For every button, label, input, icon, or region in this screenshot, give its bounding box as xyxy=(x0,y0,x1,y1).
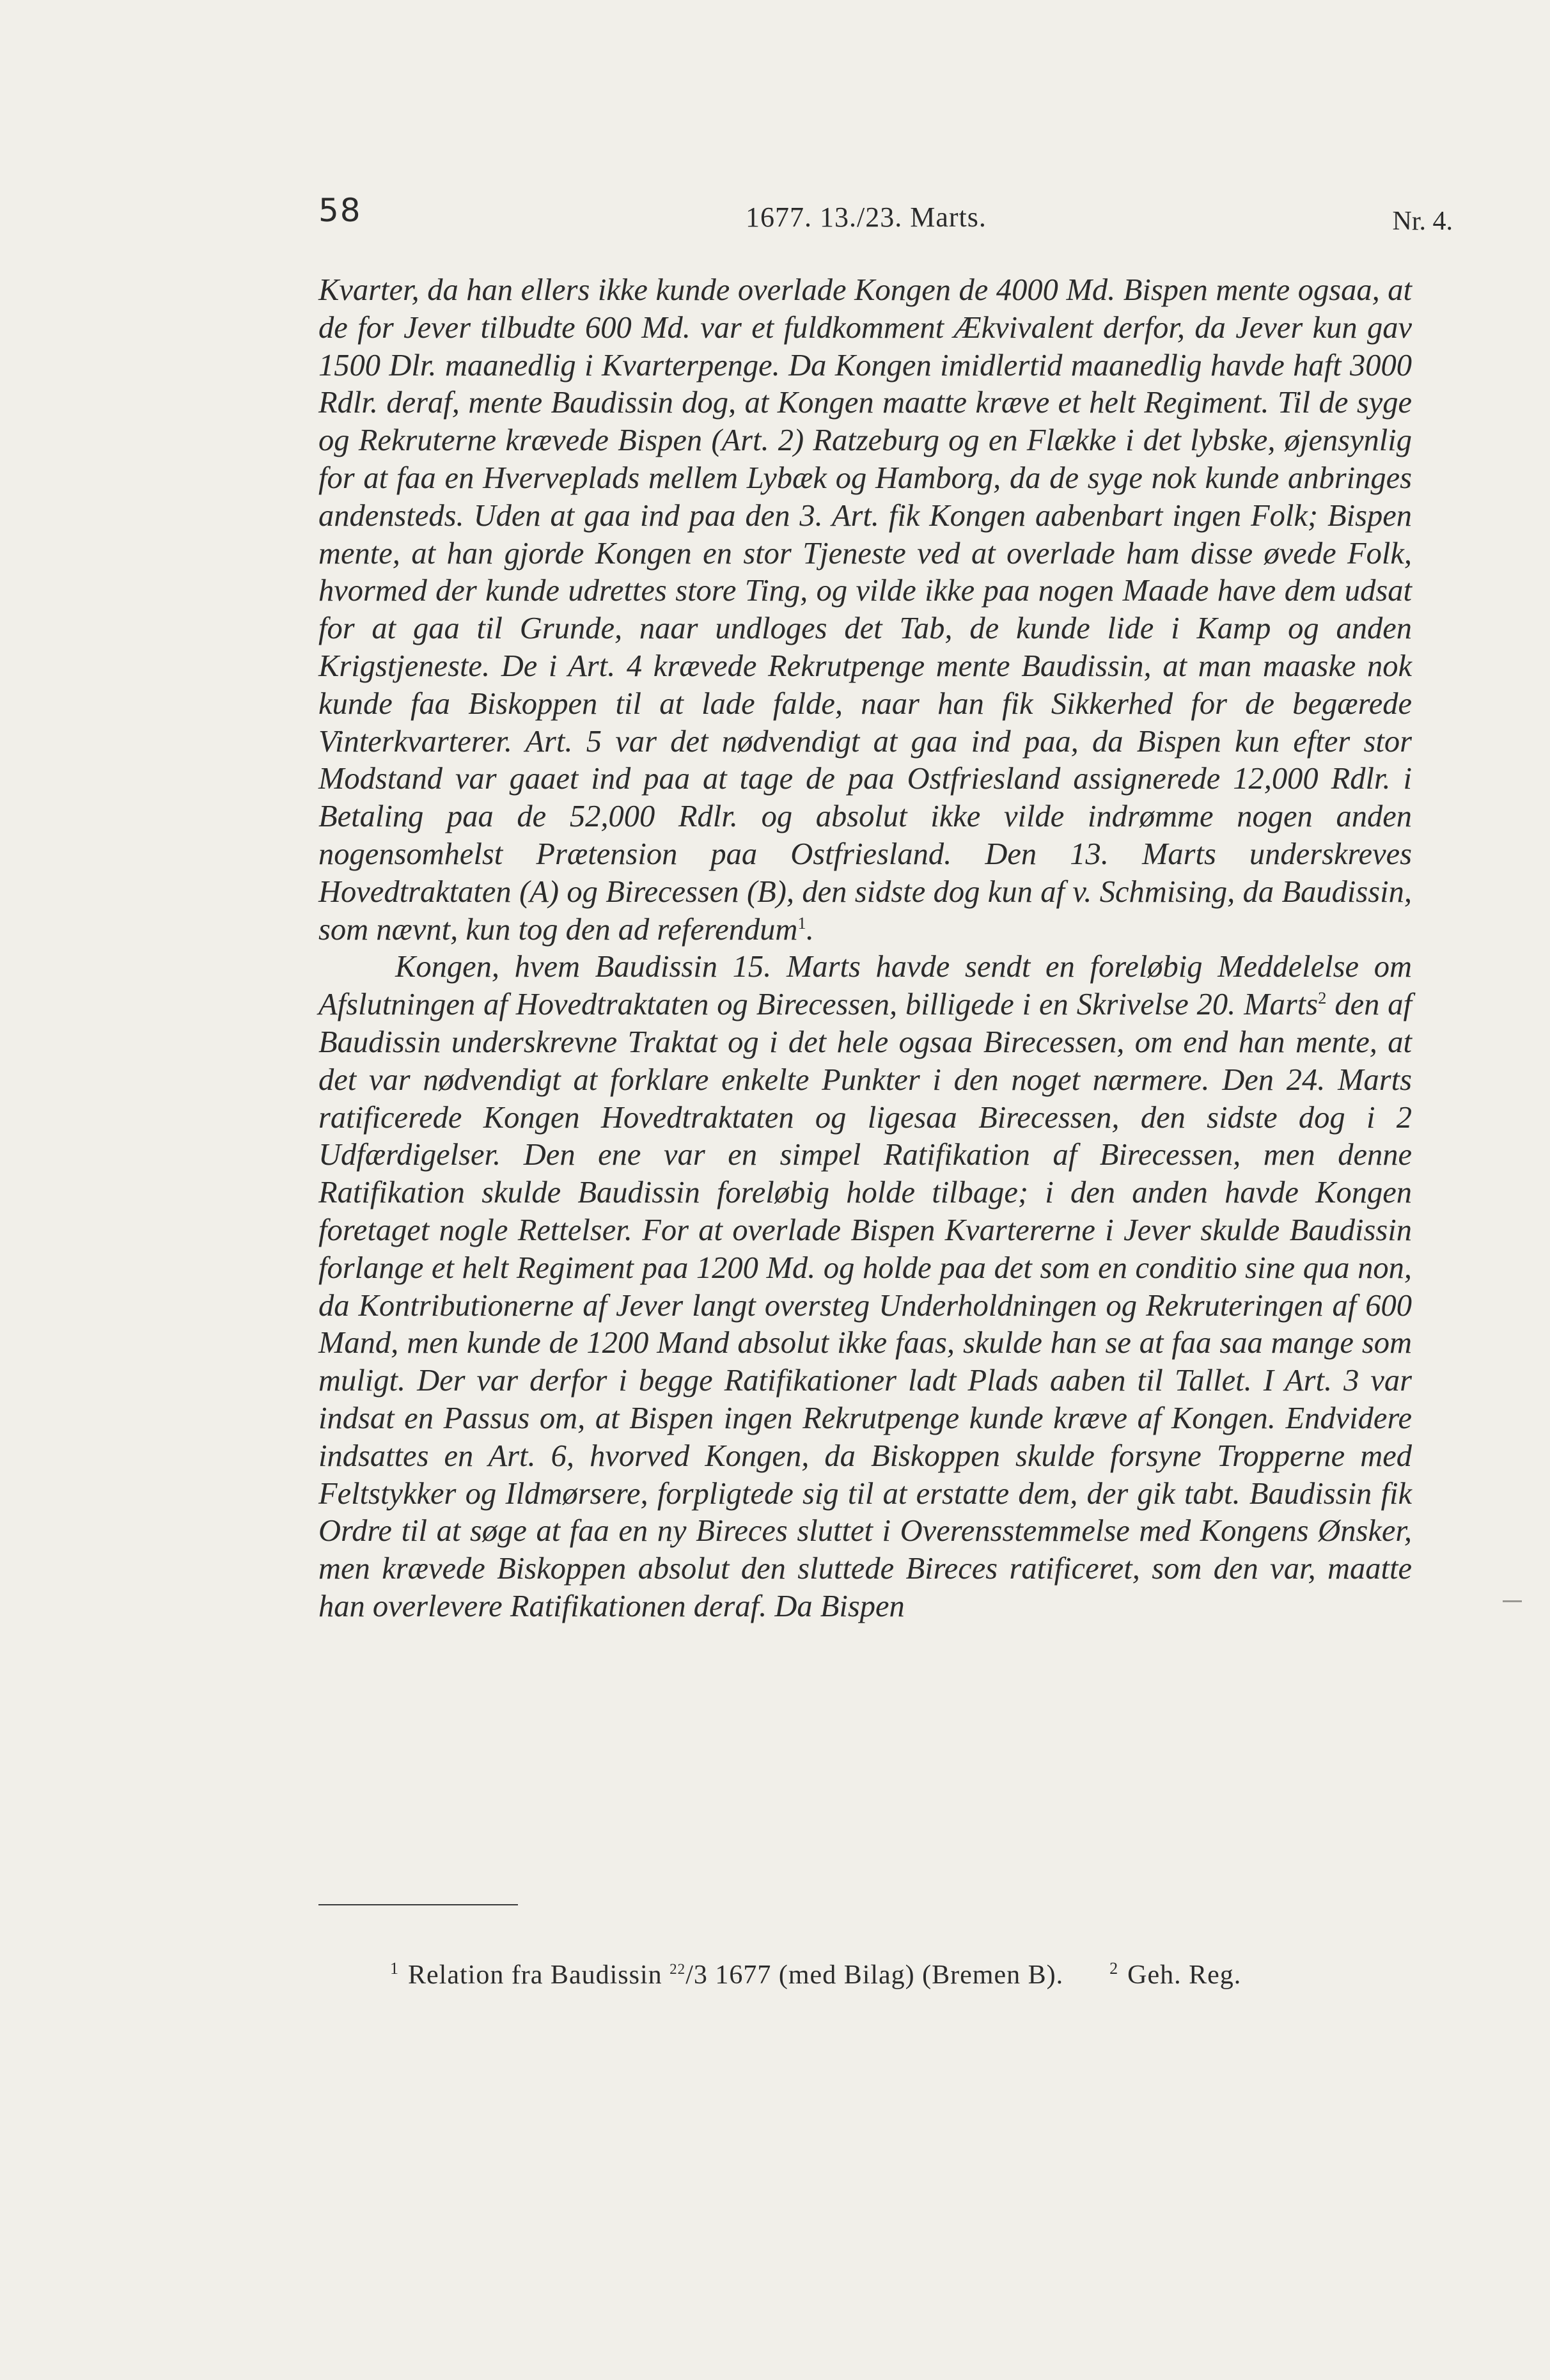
footnote-1-marker: 1 xyxy=(390,1959,400,1978)
body-text xyxy=(318,272,1412,1626)
footnote-1-text-b: 1677 (med Bilag) (Bremen B). xyxy=(707,1960,1064,1990)
paragraph-2-text-b: den af Baudissin underskrevne Traktat og i det hele ogsaa Birecessen, om end han mente, at det var nødvendigt at forklare enkelte Punkter i den noget nærmere. Den 24. Marts ratificerede Kongen Hovedtraktaten og ligesaa Birecessen, den sidste dog i 2 Udfærdigelser. Den ene var en simpel Ratifikation af Birecessen, men denne Ratifikation skulde Baudissin foreløbig holde tilbage; i den anden havde Kongen foretaget nogle Rettelser. For at overlade Bispen Kvartererne i Jever skulde Baudissin forlange et helt Regiment paa 1200 Md. og holde paa det som en conditio sine qua non, da Kontributionerne af Jever langt oversteg Underholdningen og Rekruteringen af 600 Mand, men kunde de 1200 Mand absolut ikke faas, skulde han se at faa saa mange som muligt. Der var derfor i begge Ratifikationer ladt Plads aaben til Tallet. I Art. 3 var indsat en Passus om, at Bispen ingen Rekrutpenge kunde kræve af Kongen. Endvidere indsattes en Art. 6, hvorved Kongen, da Biskoppen skulde forsyne Tropperne med Feltstykker og Ildmørsere, forpligtede sig til at erstatte dem, der gik tabt. Baudissin fik Ordre til at søge at faa en ny Bireces sluttet i Overensstemmelse med Kongens Ønsker, men krævede Biskoppen absolut den sluttede Bireces ratificeret, som den var, maatte han overlevere Ratifikationen deraf. Da Bispen xyxy=(318,988,1412,1623)
footnote-2-marker: 2 xyxy=(1109,1959,1119,1978)
page-header xyxy=(318,192,1457,243)
paragraph-1 xyxy=(318,272,1412,949)
paragraph-2 xyxy=(318,949,1412,1625)
footnotes xyxy=(390,1958,1413,1992)
footnote-ref-2: 2 xyxy=(1318,988,1327,1007)
issue-number: Nr. 4. xyxy=(1392,207,1453,236)
footnote-2-text: Geh. Reg. xyxy=(1127,1960,1242,1990)
paragraph-1-text: Kvarter, da han ellers ikke kunde overlade Kongen de 4000 Md. Bispen mente ogsaa, at de for Jever tilbudte 600 Md. var et fuldkomment Ækvivalent derfor, da Jever kun gav 1500 Dlr. maanedlig i Kvarterpenge. Da Kongen imidlertid maanedlig havde haft 3000 Rdlr. deraf, mente Baudissin dog, at Kongen maatte kræve et helt Regiment. Til de syge og Rekruterne krævede Bispen (Art. 2) Ratzeburg og en Flække i det lybske, øjensynlig for at faa en Hverveplads mellem Lybæk og Hamborg, da de syge nok kunde anbringes andensteds. Uden at gaa ind paa den 3. Art. fik Kongen aabenbart ingen Folk; Bispen mente, at han gjorde Kongen en stor Tjeneste ved at overlade ham disse øvede Folk, hvormed der kunde udrettes store Ting, og vilde ikke paa nogen Maade have dem udsat for at gaa til Grunde, naar undloges det Tab, de kunde lide i Kamp og anden Krigstjeneste. De i Art. 4 krævede Rekrutpenge mente Baudissin, at man maaske nok kunde faa Biskoppen til at lade falde, naar han fik Sikkerhed for de begærede Vinterkvarterer. Art. 5 var det nødvendigt at gaa ind paa, da Bispen kun efter stor Modstand var gaaet ind paa at tage de paa Ostfriesland assignerede 12,000 Rdlr. i Betaling paa de 52,000 Rdlr. og absolut ikke vilde indrømme nogen anden nogensomhelst Prætension paa Ostfriesland. Den 13. Marts underskreves Hovedtraktaten (A) og Birecessen (B), den sidste dog kun af v. Schmising, da Baudissin, som nævnt, kun tog den ad referendum xyxy=(318,273,1412,947)
running-title: 1677. 13./23. Marts. xyxy=(746,201,987,233)
footnote-1-date-numerator: 22 xyxy=(669,1960,686,1977)
paragraph-1-end: . xyxy=(806,912,814,947)
margin-mark xyxy=(1503,1600,1522,1602)
page-number: 58 xyxy=(318,192,362,229)
footnote-1-date-denominator: /3 xyxy=(685,1960,708,1990)
footnote-1-text-a: Relation fra Baudissin xyxy=(408,1960,670,1990)
footnote-ref-1: 1 xyxy=(797,913,806,933)
paragraph-2-text-a: Kongen, hvem Baudissin 15. Marts havde sendt en foreløbig Meddelelse om Afslutningen af Hovedtraktaten og Birecessen, billigede i en Skrivelse 20. Marts xyxy=(318,950,1412,1022)
footnote-divider xyxy=(318,1904,518,1905)
